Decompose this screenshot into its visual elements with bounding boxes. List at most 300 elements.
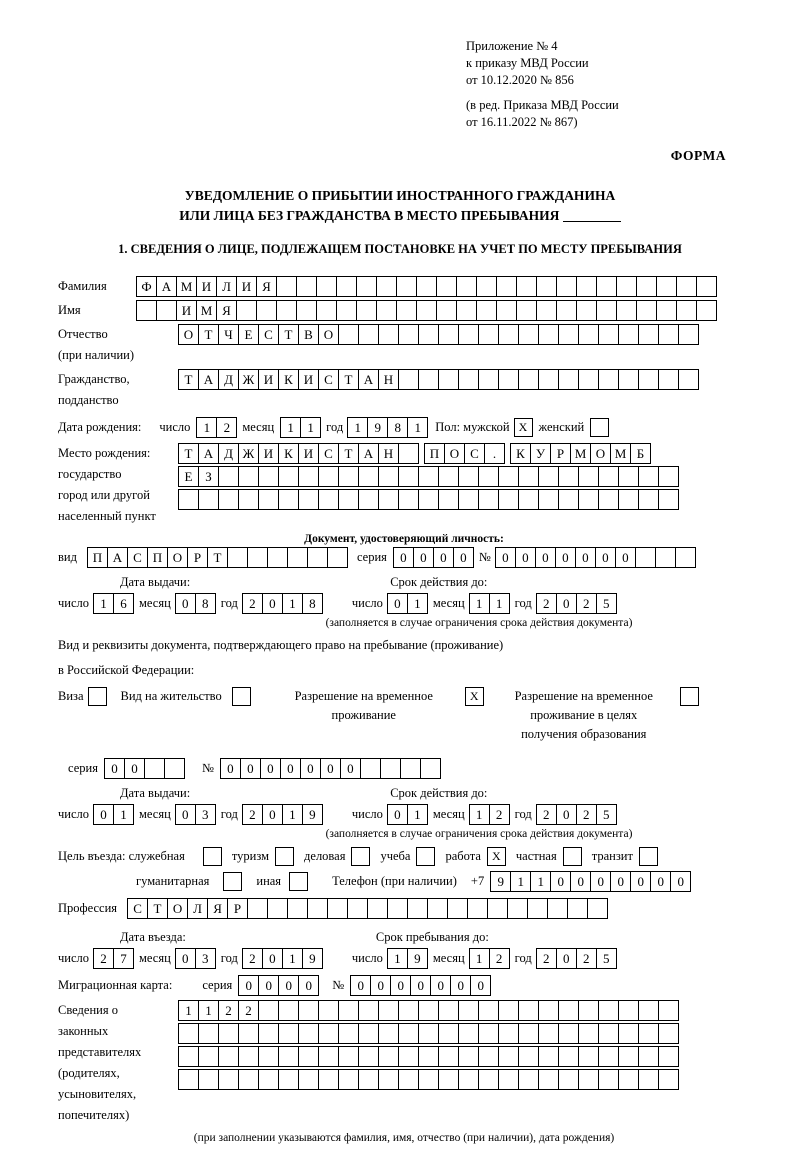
char-cell[interactable] (358, 1069, 379, 1090)
temp-residence-checkbox[interactable]: Х (465, 687, 484, 706)
char-cell[interactable]: 0 (555, 547, 576, 568)
char-cell[interactable]: С (127, 898, 148, 919)
char-cell[interactable] (576, 300, 597, 321)
char-cell[interactable]: 2 (576, 804, 597, 825)
doc-number-cells[interactable] (495, 547, 695, 568)
sex-female-checkbox[interactable] (590, 418, 609, 437)
char-cell[interactable]: П (147, 547, 168, 568)
char-cell[interactable]: Б (630, 443, 651, 464)
char-cell[interactable]: 1 (469, 804, 490, 825)
char-cell[interactable]: 1 (407, 417, 428, 438)
char-cell[interactable] (278, 1069, 299, 1090)
char-cell[interactable] (276, 276, 297, 297)
char-cell[interactable]: Я (207, 898, 228, 919)
char-cell[interactable] (558, 369, 579, 390)
char-cell[interactable] (278, 1000, 299, 1021)
char-cell[interactable] (676, 276, 697, 297)
migration-number-cells[interactable] (350, 975, 490, 996)
char-cell[interactable] (378, 324, 399, 345)
char-cell[interactable] (438, 324, 459, 345)
char-cell[interactable] (398, 466, 419, 487)
char-cell[interactable] (318, 489, 339, 510)
char-cell[interactable]: 2 (216, 417, 237, 438)
char-cell[interactable]: 7 (113, 948, 134, 969)
phone-cells[interactable] (490, 871, 690, 892)
purpose-official-checkbox[interactable] (203, 847, 222, 866)
char-cell[interactable] (427, 898, 448, 919)
char-cell[interactable] (316, 300, 337, 321)
char-cell[interactable]: 0 (262, 948, 283, 969)
char-cell[interactable] (478, 1046, 499, 1067)
char-cell[interactable]: 1 (93, 593, 114, 614)
surname-cells[interactable] (136, 276, 716, 297)
char-cell[interactable]: 0 (556, 948, 577, 969)
char-cell[interactable] (696, 300, 717, 321)
char-cell[interactable] (267, 898, 288, 919)
doc-issue-year-cells[interactable] (242, 593, 322, 614)
char-cell[interactable]: 2 (242, 804, 263, 825)
char-cell[interactable]: 2 (238, 1000, 259, 1021)
char-cell[interactable] (218, 466, 239, 487)
stay-end-month-cells[interactable] (469, 948, 509, 969)
char-cell[interactable]: Т (147, 898, 168, 919)
char-cell[interactable]: 0 (550, 871, 571, 892)
stay-issue-day-cells[interactable] (93, 804, 133, 825)
char-cell[interactable] (298, 1046, 319, 1067)
char-cell[interactable]: 2 (93, 948, 114, 969)
char-cell[interactable]: С (318, 369, 339, 390)
entry-year-cells[interactable] (242, 948, 322, 969)
char-cell[interactable] (558, 1046, 579, 1067)
char-cell[interactable] (238, 1046, 259, 1067)
char-cell[interactable] (278, 1046, 299, 1067)
char-cell[interactable]: 0 (556, 804, 577, 825)
char-cell[interactable] (498, 369, 519, 390)
char-cell[interactable]: 1 (196, 417, 217, 438)
char-cell[interactable]: 0 (535, 547, 556, 568)
char-cell[interactable]: Т (207, 547, 228, 568)
char-cell[interactable] (407, 898, 428, 919)
char-cell[interactable] (636, 300, 657, 321)
char-cell[interactable]: А (358, 443, 379, 464)
char-cell[interactable]: С (464, 443, 485, 464)
stay-end-year-cells[interactable] (536, 948, 616, 969)
char-cell[interactable]: 0 (260, 758, 281, 779)
char-cell[interactable] (367, 898, 388, 919)
char-cell[interactable] (247, 547, 268, 568)
char-cell[interactable]: 9 (302, 804, 323, 825)
char-cell[interactable]: К (510, 443, 531, 464)
char-cell[interactable]: 0 (670, 871, 691, 892)
char-cell[interactable] (178, 1046, 199, 1067)
char-cell[interactable] (618, 1000, 639, 1021)
char-cell[interactable]: 0 (220, 758, 241, 779)
char-cell[interactable]: 0 (433, 547, 454, 568)
char-cell[interactable]: 0 (124, 758, 145, 779)
char-cell[interactable]: 0 (495, 547, 516, 568)
char-cell[interactable] (358, 1023, 379, 1044)
char-cell[interactable] (658, 489, 679, 510)
char-cell[interactable]: 1 (282, 804, 303, 825)
char-cell[interactable]: 2 (536, 593, 557, 614)
char-cell[interactable] (327, 898, 348, 919)
purpose-humanitarian-checkbox[interactable] (223, 872, 242, 891)
char-cell[interactable] (398, 1000, 419, 1021)
char-cell[interactable] (518, 1046, 539, 1067)
edu-residence-checkbox[interactable] (680, 687, 699, 706)
char-cell[interactable]: 0 (630, 871, 651, 892)
entry-day-cells[interactable] (93, 948, 133, 969)
char-cell[interactable]: М (610, 443, 631, 464)
char-cell[interactable] (635, 547, 656, 568)
char-cell[interactable]: Т (278, 324, 299, 345)
char-cell[interactable] (258, 1023, 279, 1044)
char-cell[interactable] (558, 324, 579, 345)
char-cell[interactable] (318, 1023, 339, 1044)
char-cell[interactable]: М (176, 276, 197, 297)
char-cell[interactable]: О (590, 443, 611, 464)
char-cell[interactable] (618, 466, 639, 487)
char-cell[interactable] (198, 1069, 219, 1090)
char-cell[interactable] (478, 369, 499, 390)
char-cell[interactable] (418, 1000, 439, 1021)
char-cell[interactable]: 9 (367, 417, 388, 438)
char-cell[interactable] (478, 1000, 499, 1021)
char-cell[interactable]: 1 (282, 593, 303, 614)
char-cell[interactable]: 1 (300, 417, 321, 438)
char-cell[interactable]: И (176, 300, 197, 321)
char-cell[interactable] (638, 489, 659, 510)
residence-permit-checkbox[interactable] (232, 687, 251, 706)
char-cell[interactable] (436, 300, 457, 321)
char-cell[interactable] (658, 466, 679, 487)
char-cell[interactable]: С (318, 443, 339, 464)
char-cell[interactable] (387, 898, 408, 919)
char-cell[interactable] (436, 276, 457, 297)
char-cell[interactable] (338, 1069, 359, 1090)
char-cell[interactable] (658, 369, 679, 390)
char-cell[interactable]: А (198, 443, 219, 464)
char-cell[interactable]: Ж (238, 369, 259, 390)
char-cell[interactable] (618, 489, 639, 510)
char-cell[interactable] (556, 276, 577, 297)
doc-valid-month-cells[interactable] (469, 593, 509, 614)
char-cell[interactable]: 0 (590, 871, 611, 892)
char-cell[interactable]: 3 (195, 804, 216, 825)
char-cell[interactable] (458, 1069, 479, 1090)
char-cell[interactable]: 0 (175, 948, 196, 969)
char-cell[interactable] (347, 898, 368, 919)
char-cell[interactable]: А (358, 369, 379, 390)
char-cell[interactable] (398, 1023, 419, 1044)
char-cell[interactable]: 0 (556, 593, 577, 614)
char-cell[interactable]: Т (178, 369, 199, 390)
stay-number-cells[interactable] (220, 758, 440, 779)
char-cell[interactable]: Е (178, 466, 199, 487)
char-cell[interactable] (236, 300, 257, 321)
char-cell[interactable] (458, 324, 479, 345)
char-cell[interactable] (478, 489, 499, 510)
char-cell[interactable] (618, 1069, 639, 1090)
char-cell[interactable]: 2 (242, 593, 263, 614)
char-cell[interactable] (538, 324, 559, 345)
char-cell[interactable]: 2 (536, 948, 557, 969)
char-cell[interactable] (458, 1000, 479, 1021)
char-cell[interactable]: О (167, 547, 188, 568)
char-cell[interactable]: 5 (596, 593, 617, 614)
char-cell[interactable] (518, 369, 539, 390)
char-cell[interactable] (316, 276, 337, 297)
char-cell[interactable] (336, 300, 357, 321)
stay-valid-year-cells[interactable] (536, 804, 616, 825)
citizenship-cells[interactable] (178, 369, 698, 390)
char-cell[interactable] (358, 489, 379, 510)
char-cell[interactable] (398, 1046, 419, 1067)
stay-valid-day-cells[interactable] (387, 804, 427, 825)
sex-male-checkbox[interactable]: Х (514, 418, 533, 437)
char-cell[interactable] (278, 1023, 299, 1044)
char-cell[interactable] (467, 898, 488, 919)
char-cell[interactable]: 0 (280, 758, 301, 779)
char-cell[interactable] (256, 300, 277, 321)
char-cell[interactable] (356, 276, 377, 297)
char-cell[interactable] (438, 466, 459, 487)
char-cell[interactable] (516, 276, 537, 297)
char-cell[interactable]: 0 (300, 758, 321, 779)
char-cell[interactable]: 0 (262, 593, 283, 614)
char-cell[interactable] (578, 489, 599, 510)
char-cell[interactable] (478, 466, 499, 487)
char-cell[interactable]: П (87, 547, 108, 568)
char-cell[interactable] (418, 1023, 439, 1044)
char-cell[interactable] (538, 1046, 559, 1067)
char-cell[interactable] (358, 466, 379, 487)
char-cell[interactable] (258, 1000, 279, 1021)
char-cell[interactable] (578, 1069, 599, 1090)
char-cell[interactable] (498, 1000, 519, 1021)
char-cell[interactable] (178, 1069, 199, 1090)
char-cell[interactable]: 9 (302, 948, 323, 969)
char-cell[interactable] (318, 1046, 339, 1067)
char-cell[interactable]: 1 (113, 804, 134, 825)
char-cell[interactable]: Д (218, 369, 239, 390)
legal-rep-cells-row-1[interactable] (178, 1000, 678, 1021)
char-cell[interactable] (527, 898, 548, 919)
char-cell[interactable] (538, 489, 559, 510)
name-cells[interactable] (136, 300, 716, 321)
char-cell[interactable] (598, 489, 619, 510)
char-cell[interactable]: Н (378, 369, 399, 390)
char-cell[interactable] (338, 1046, 359, 1067)
char-cell[interactable] (198, 1046, 219, 1067)
char-cell[interactable]: 1 (280, 417, 301, 438)
char-cell[interactable] (496, 300, 517, 321)
char-cell[interactable] (258, 1069, 279, 1090)
char-cell[interactable]: О (167, 898, 188, 919)
char-cell[interactable]: 0 (175, 593, 196, 614)
char-cell[interactable] (400, 758, 421, 779)
char-cell[interactable]: Р (550, 443, 571, 464)
char-cell[interactable] (298, 1069, 319, 1090)
char-cell[interactable]: 3 (195, 948, 216, 969)
char-cell[interactable]: А (107, 547, 128, 568)
char-cell[interactable] (380, 758, 401, 779)
char-cell[interactable] (438, 489, 459, 510)
char-cell[interactable] (378, 1046, 399, 1067)
char-cell[interactable] (238, 1023, 259, 1044)
char-cell[interactable] (258, 489, 279, 510)
char-cell[interactable] (378, 489, 399, 510)
char-cell[interactable] (538, 369, 559, 390)
char-cell[interactable]: 0 (650, 871, 671, 892)
char-cell[interactable] (227, 547, 248, 568)
char-cell[interactable] (338, 489, 359, 510)
char-cell[interactable]: 2 (242, 948, 263, 969)
char-cell[interactable] (658, 1069, 679, 1090)
char-cell[interactable]: И (258, 443, 279, 464)
char-cell[interactable]: Р (227, 898, 248, 919)
char-cell[interactable]: 1 (198, 1000, 219, 1021)
char-cell[interactable] (598, 1000, 619, 1021)
char-cell[interactable] (656, 276, 677, 297)
char-cell[interactable]: 0 (278, 975, 299, 996)
char-cell[interactable] (518, 1069, 539, 1090)
char-cell[interactable] (164, 758, 185, 779)
char-cell[interactable]: 1 (510, 871, 531, 892)
char-cell[interactable] (518, 1000, 539, 1021)
char-cell[interactable] (258, 1046, 279, 1067)
char-cell[interactable] (498, 1069, 519, 1090)
char-cell[interactable] (658, 1023, 679, 1044)
char-cell[interactable] (518, 466, 539, 487)
char-cell[interactable] (338, 1023, 359, 1044)
char-cell[interactable] (378, 1000, 399, 1021)
char-cell[interactable]: 1 (530, 871, 551, 892)
char-cell[interactable] (398, 369, 419, 390)
char-cell[interactable] (218, 1046, 239, 1067)
char-cell[interactable] (398, 489, 419, 510)
char-cell[interactable]: 1 (178, 1000, 199, 1021)
char-cell[interactable] (458, 489, 479, 510)
char-cell[interactable] (596, 300, 617, 321)
purpose-business-checkbox[interactable] (351, 847, 370, 866)
char-cell[interactable]: 0 (410, 975, 431, 996)
char-cell[interactable]: Л (187, 898, 208, 919)
char-cell[interactable] (378, 1023, 399, 1044)
char-cell[interactable]: 8 (302, 593, 323, 614)
char-cell[interactable] (438, 1069, 459, 1090)
char-cell[interactable] (618, 369, 639, 390)
char-cell[interactable] (356, 300, 377, 321)
char-cell[interactable] (438, 369, 459, 390)
legal-rep-cells-row-3[interactable] (178, 1046, 678, 1067)
char-cell[interactable] (618, 324, 639, 345)
char-cell[interactable]: 1 (489, 593, 510, 614)
char-cell[interactable]: 0 (430, 975, 451, 996)
char-cell[interactable]: Ч (218, 324, 239, 345)
char-cell[interactable] (558, 466, 579, 487)
char-cell[interactable]: 0 (350, 975, 371, 996)
char-cell[interactable]: 1 (469, 948, 490, 969)
char-cell[interactable]: К (278, 443, 299, 464)
char-cell[interactable]: 0 (240, 758, 261, 779)
char-cell[interactable]: М (570, 443, 591, 464)
char-cell[interactable] (567, 898, 588, 919)
char-cell[interactable] (498, 466, 519, 487)
char-cell[interactable] (598, 369, 619, 390)
char-cell[interactable]: А (198, 369, 219, 390)
char-cell[interactable] (456, 300, 477, 321)
char-cell[interactable] (360, 758, 381, 779)
char-cell[interactable] (518, 1023, 539, 1044)
purpose-work-checkbox[interactable]: Х (487, 847, 506, 866)
char-cell[interactable] (278, 489, 299, 510)
char-cell[interactable]: 1 (282, 948, 303, 969)
entry-month-cells[interactable] (175, 948, 215, 969)
char-cell[interactable] (418, 1046, 439, 1067)
doc-issue-day-cells[interactable] (93, 593, 133, 614)
char-cell[interactable]: 0 (610, 871, 631, 892)
char-cell[interactable] (338, 1000, 359, 1021)
birth-year-cells[interactable] (347, 417, 427, 438)
char-cell[interactable]: 2 (536, 804, 557, 825)
char-cell[interactable]: 2 (218, 1000, 239, 1021)
char-cell[interactable] (618, 1046, 639, 1067)
char-cell[interactable]: 0 (104, 758, 125, 779)
char-cell[interactable]: 0 (238, 975, 259, 996)
birthplace-city-cells-2[interactable] (510, 443, 650, 464)
char-cell[interactable] (358, 1000, 379, 1021)
char-cell[interactable] (636, 276, 657, 297)
char-cell[interactable]: 0 (450, 975, 471, 996)
char-cell[interactable] (336, 276, 357, 297)
stay-end-day-cells[interactable] (387, 948, 427, 969)
char-cell[interactable]: 0 (340, 758, 361, 779)
char-cell[interactable] (658, 1046, 679, 1067)
char-cell[interactable] (376, 276, 397, 297)
char-cell[interactable] (598, 466, 619, 487)
char-cell[interactable] (296, 276, 317, 297)
char-cell[interactable] (616, 300, 637, 321)
char-cell[interactable] (458, 1046, 479, 1067)
char-cell[interactable] (447, 898, 468, 919)
char-cell[interactable] (458, 466, 479, 487)
char-cell[interactable] (587, 898, 608, 919)
char-cell[interactable]: Я (256, 276, 277, 297)
char-cell[interactable] (358, 1046, 379, 1067)
char-cell[interactable] (144, 758, 165, 779)
char-cell[interactable] (638, 1023, 659, 1044)
char-cell[interactable] (307, 898, 328, 919)
char-cell[interactable] (598, 1046, 619, 1067)
char-cell[interactable] (476, 300, 497, 321)
char-cell[interactable] (598, 324, 619, 345)
char-cell[interactable] (278, 466, 299, 487)
char-cell[interactable]: 0 (320, 758, 341, 779)
stay-series-cells[interactable] (104, 758, 184, 779)
birthplace-state-cells[interactable] (178, 443, 418, 464)
char-cell[interactable]: С (127, 547, 148, 568)
birthplace-city-cells-3[interactable] (178, 466, 678, 487)
char-cell[interactable] (438, 1046, 459, 1067)
char-cell[interactable] (656, 300, 677, 321)
char-cell[interactable] (238, 466, 259, 487)
char-cell[interactable] (536, 300, 557, 321)
char-cell[interactable]: Е (238, 324, 259, 345)
char-cell[interactable]: 2 (489, 804, 510, 825)
char-cell[interactable] (498, 489, 519, 510)
char-cell[interactable]: Ф (136, 276, 157, 297)
